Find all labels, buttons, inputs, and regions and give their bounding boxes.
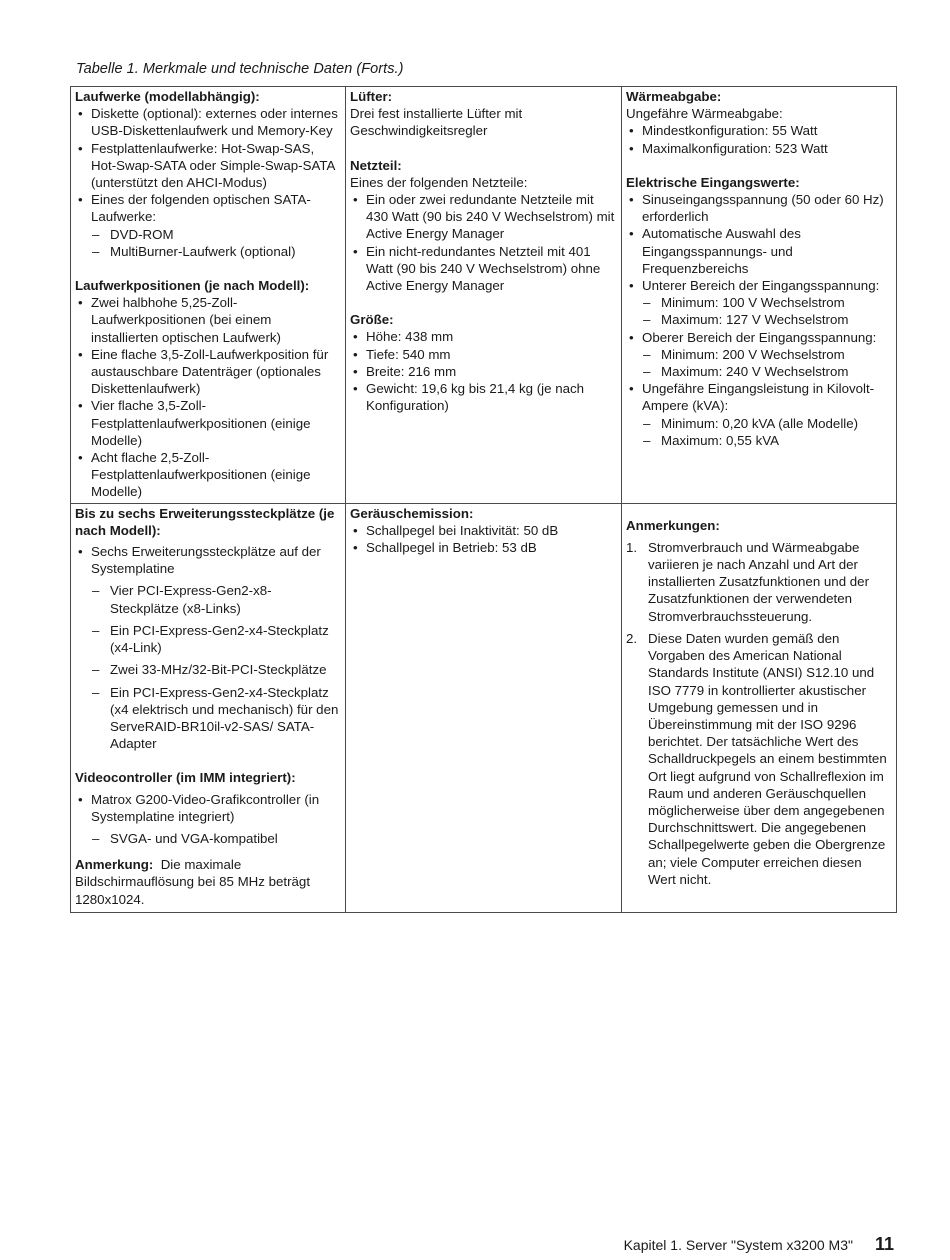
list-item: • Matrox G200-Video-Grafikcontroller (in Systemplatine integriert) — [75, 791, 340, 825]
size-list — [350, 328, 616, 414]
list-item: • Ungefähre Eingangsleistung in Kilovolt-Ampere (kVA): — [626, 380, 891, 414]
psu-intro: Eines der folgenden Netzteile: — [350, 174, 528, 190]
heat-electrical-cell — [622, 87, 897, 504]
list-item: • Mindestkonfiguration: 55 Watt — [626, 122, 891, 139]
heat-heading: Wärmeabgabe: — [626, 89, 722, 104]
list-item: • Diskette (optional): externes oder internes USB-Diskettenlaufwerk und Memory-Key — [75, 105, 340, 139]
list-subitem: – Maximum: 127 V Wechselstrom — [626, 311, 891, 328]
note-label: Anmerkung: — [75, 857, 154, 873]
list-item: • Acht flache 2,5-Zoll-Festplattenlaufwerkpositionen (einige Modelle) — [75, 449, 340, 501]
list-subitem: – Vier PCI-Express-Gen2-x8-Steckplätze (x8-Links) — [75, 582, 340, 616]
expansion-video-cell — [71, 503, 346, 912]
page-number: 11 — [874, 1234, 894, 1254]
list-item: • Schallpegel bei Inaktivität: 50 dB — [350, 522, 616, 539]
table-caption: Tabelle 1. Merkmale und technische Daten (Forts.) — [76, 61, 404, 77]
list-item: • Sinuseingangsspannung (50 oder 60 Hz) erforderlich — [626, 191, 891, 225]
list-subitem: – Ein PCI-Express-Gen2-x4-Steckplatz (x4-Link) — [75, 622, 340, 656]
list-item: • Ein oder zwei redundante Netzteile mit 430 Watt (90 bis 240 V Wechselstrom) mit Active Energy Manager — [350, 191, 616, 243]
page-footer — [624, 1234, 894, 1255]
note-number: 1. — [626, 539, 638, 555]
note-text: Diese Daten wurden gemäß den Vorgaben des American National Standards Institute (ANSI) S12.10 und ISO 7779 in kontrollierter akustischer Umgebung gemessen und in Übereinstimmung mit der ISO 9296 berichtet. Der tatsächliche Wert des Schalldruckpegels an einem bestimmten Ort liegt aufgrund von Schallreflexion im Raum und anderen Geräuschquellen möglicherweise über dem angegebenen Durchschnittswert. Die angegebenen Schallpegelwerte geben die Obergrenze an; viele Computer erreichen diesen Wert nicht. — [648, 630, 887, 887]
list-item: • Breite: 216 mm — [350, 363, 616, 380]
list-item: • Festplattenlaufwerke: Hot-Swap-SAS, Hot-Swap-SATA oder Simple-Swap-SATA (unterstützt den AHCI-Modus) — [75, 140, 340, 192]
fans-heading: Lüfter: — [350, 89, 393, 104]
expansion-heading: Bis zu sechs Erweiterungssteckplätze (je nach Modell): — [75, 505, 335, 538]
list-item: • Unterer Bereich der Eingangsspannung: — [626, 277, 891, 294]
noise-list — [350, 522, 616, 556]
expansion-list — [75, 543, 340, 752]
list-item: • Schallpegel in Betrieb: 53 dB — [350, 539, 616, 556]
drive-bays-heading: Laufwerkpositionen (je nach Modell): — [75, 278, 310, 294]
table-row — [71, 503, 897, 912]
list-item: • Automatische Auswahl des Eingangsspannungs- und Frequenzbereichs — [626, 225, 891, 277]
list-item: • Eine flache 3,5-Zoll-Laufwerkposition für austauschbare Datenträger (optionales Diskettenlaufwerk) — [75, 346, 340, 398]
psu-heading: Netzteil: — [350, 157, 402, 173]
table-row — [71, 87, 897, 504]
note-text: Stromverbrauch und Wärmeabgabe variieren je nach Anzahl und Art der installierten Zusatzfunktionen und der Zusatzfunktionen der verwendeten Stromverbrauchssteuerung. — [648, 539, 870, 624]
list-item: • Oberer Bereich der Eingangsspannung: — [626, 329, 891, 346]
noise-heading: Geräuschemission: — [350, 505, 474, 521]
list-item: • Vier flache 3,5-Zoll-Festplattenlaufwerkpositionen (einige Modelle) — [75, 397, 340, 449]
electrical-list — [626, 191, 891, 449]
list-subitem: – Ein PCI-Express-Gen2-x4-Steckplatz (x4 elektrisch und mechanisch) für den ServeRAID-BR10il-v2-SAS/ SATA-Adapter — [75, 684, 340, 753]
note-item — [626, 539, 891, 625]
list-subitem: – Minimum: 100 V Wechselstrom — [626, 294, 891, 311]
list-item: • Tiefe: 540 mm — [350, 346, 616, 363]
drive-bays-list — [75, 294, 340, 500]
drives-heading: Laufwerke (modellabhängig): — [75, 89, 260, 104]
list-subitem: – SVGA- und VGA-kompatibel — [75, 830, 340, 847]
specs-table — [70, 86, 897, 913]
list-item: • Maximalkonfiguration: 523 Watt — [626, 140, 891, 157]
list-item: • Sechs Erweiterungssteckplätze auf der Systemplatine — [75, 543, 340, 577]
fans-power-cell — [346, 87, 622, 504]
list-subitem: – Minimum: 0,20 kVA (alle Modelle) — [626, 415, 891, 432]
electrical-heading: Elektrische Eingangswerte: — [626, 174, 800, 190]
list-item: • Höhe: 438 mm — [350, 328, 616, 345]
list-item: • Zwei halbhohe 5,25-Zoll-Laufwerkpositionen (bei einem installierten optischen Laufwerk) — [75, 294, 340, 346]
list-subitem: – MultiBurner-Laufwerk (optional) — [75, 243, 340, 260]
notes-heading: Anmerkungen: — [626, 517, 720, 533]
note-number: 2. — [626, 630, 638, 646]
list-item: • Gewicht: 19,6 kg bis 21,4 kg (je nach Konfiguration) — [350, 380, 616, 414]
heat-intro: Ungefähre Wärmeabgabe: — [626, 106, 783, 122]
heat-list — [626, 122, 891, 156]
noise-cell — [346, 503, 622, 912]
note-text: Die maximale Bildschirmauflösung bei 85 MHz beträgt 1280x1024. — [75, 857, 311, 907]
size-heading: Größe: — [350, 312, 394, 328]
video-heading: Videocontroller (im IMM integriert): — [75, 770, 296, 786]
list-item: • Eines der folgenden optischen SATA-Laufwerke: — [75, 191, 340, 225]
fans-text: Drei fest installierte Lüfter mit Geschwindigkeitsregler — [350, 106, 523, 139]
list-subitem: – DVD-ROM — [75, 226, 340, 243]
note-item — [626, 630, 891, 888]
list-subitem: – Maximum: 240 V Wechselstrom — [626, 363, 891, 380]
chapter-title: Kapitel 1. Server "System x3200 M3" — [623, 1237, 853, 1253]
notes-list — [626, 539, 891, 888]
video-list — [75, 791, 340, 848]
drives-cell — [71, 87, 346, 504]
drives-list — [75, 105, 340, 260]
psu-list — [350, 191, 616, 294]
list-subitem: – Zwei 33-MHz/32-Bit-PCI-Steckplätze — [75, 661, 340, 678]
resolution-note — [75, 856, 340, 910]
notes-cell — [622, 503, 897, 912]
list-item: • Ein nicht-redundantes Netzteil mit 401 Watt (90 bis 240 V Wechselstrom) ohne Active Energy Manager — [350, 243, 616, 295]
list-subitem: – Maximum: 0,55 kVA — [626, 432, 891, 449]
list-subitem: – Minimum: 200 V Wechselstrom — [626, 346, 891, 363]
